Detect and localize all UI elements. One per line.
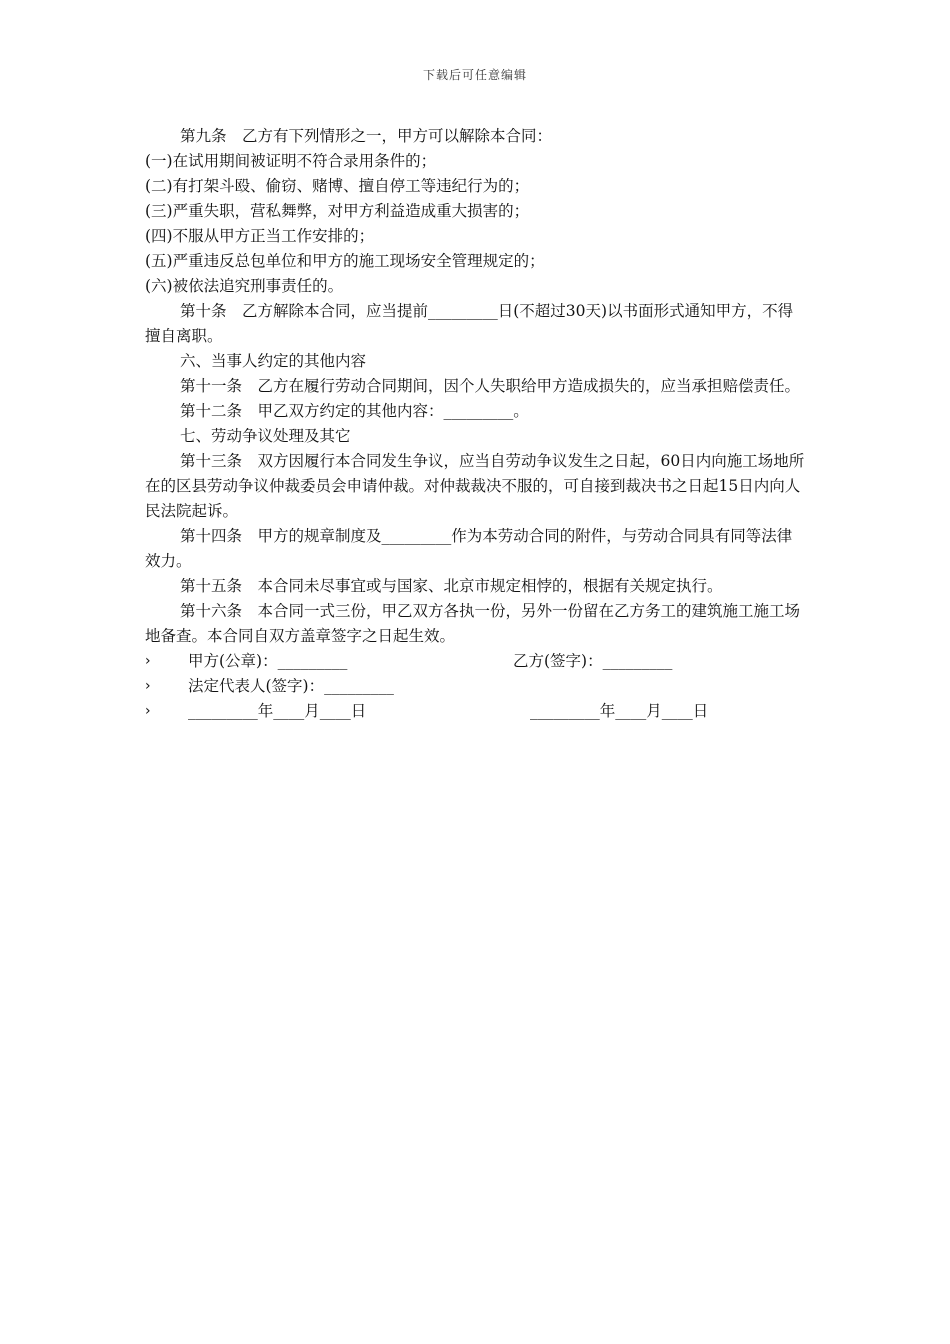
clause-12: 第十二条 甲乙双方约定的其他内容：_________。 — [180, 402, 529, 420]
bullet-icon: › — [145, 678, 151, 694]
bullet-icon: › — [145, 703, 151, 719]
contract-body — [145, 124, 805, 724]
legal-rep-sign-field: 法定代表人(签字)：_________ — [188, 677, 394, 695]
clause-9-item-3: (三)严重失职，营私舞弊，对甲方利益造成重大损害的； — [145, 202, 530, 220]
party-a-seal-field: 甲方(公章)：_________ — [188, 652, 348, 670]
party-b-date-field: _________年____月____日 — [530, 702, 709, 720]
signature-row-dates — [145, 699, 805, 724]
clause-9: 第九条 乙方有下列情形之一，甲方可以解除本合同： — [180, 127, 553, 145]
bullet-icon: › — [145, 653, 151, 669]
clause-9-item-1: (一)在试用期间被证明不符合录用条件的； — [145, 152, 437, 170]
signature-row-legal-rep — [145, 674, 805, 699]
clause-13: 第十三条 双方因履行本合同发生争议，应当自劳动争议发生之日起，60日内向施工场地所在的区县劳动争议仲裁委员会申请仲裁。对仲裁裁决不服的，可自接到裁决书之日起15日内向人民法院起诉。 — [145, 452, 805, 520]
clause-14: 第十四条 甲方的规章制度及_________作为本劳动合同的附件，与劳动合同具有同等法律效力。 — [145, 527, 793, 570]
clause-16: 第十六条 本合同一式三份，甲乙双方各执一份，另外一份留在乙方务工的建筑施工施工场地备查。本合同自双方盖章签字之日起生效。 — [145, 602, 801, 645]
clause-11: 第十一条 乙方在履行劳动合同期间，因个人失职给甲方造成损失的，应当承担赔偿责任。 — [180, 377, 801, 395]
party-a-date-field: _________年____月____日 — [188, 702, 367, 720]
party-b-sign-field: 乙方(签字)：_________ — [513, 652, 673, 670]
page-header-note: 下载后可任意编辑 — [422, 68, 527, 82]
section-7-heading: 七、劳动争议处理及其它 — [180, 427, 351, 445]
section-6-heading: 六、当事人约定的其他内容 — [180, 352, 367, 370]
clause-9-item-4: (四)不服从甲方正当工作安排的； — [145, 227, 375, 245]
clause-10: 第十条 乙方解除本合同，应当提前_________日(不超过30天)以书面形式通知甲方，不得擅自离职。 — [145, 302, 794, 345]
clause-9-item-6: (六)被依法追究刑事责任的。 — [145, 277, 344, 295]
signature-row-parties — [145, 649, 805, 674]
clause-9-item-5: (五)严重违反总包单位和甲方的施工现场安全管理规定的； — [145, 252, 545, 270]
clause-9-item-2: (二)有打架斗殴、偷窃、赌博、擅自停工等违纪行为的； — [145, 177, 530, 195]
clause-15: 第十五条 本合同未尽事宜或与国家、北京市规定相悖的，根据有关规定执行。 — [180, 577, 723, 595]
